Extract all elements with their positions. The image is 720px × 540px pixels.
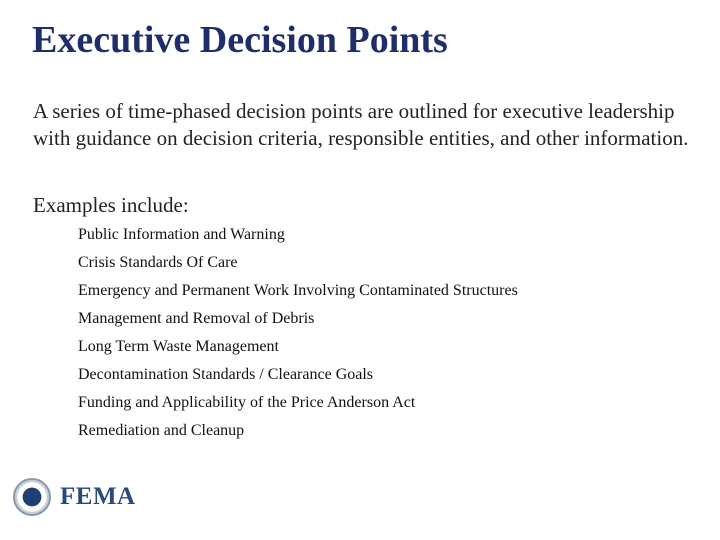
dhs-seal-icon <box>13 478 51 516</box>
examples-list <box>78 225 518 449</box>
fema-wordmark: FEMA <box>60 483 136 510</box>
list-item: Long Term Waste Management <box>78 338 279 355</box>
list-item: Public Information and Warning <box>78 226 285 243</box>
intro-paragraph: A series of time-phased decision points are outlined for executive leadership with guidance on decision criteria, responsible entities, and other information. <box>33 99 689 150</box>
examples-label: Examples include: <box>33 193 189 217</box>
list-item: Management and Removal of Debris <box>78 310 315 327</box>
list-item: Emergency and Permanent Work Involving Contaminated Structures <box>78 282 518 299</box>
list-item: Decontamination Standards / Clearance Goals <box>78 366 374 383</box>
slide-title: Executive Decision Points <box>32 19 448 61</box>
list-item: Remediation and Cleanup <box>78 422 245 439</box>
list-item: Crisis Standards Of Care <box>78 254 238 271</box>
list-item: Funding and Applicability of the Price Anderson Act <box>78 394 416 411</box>
fema-logo <box>13 478 136 516</box>
